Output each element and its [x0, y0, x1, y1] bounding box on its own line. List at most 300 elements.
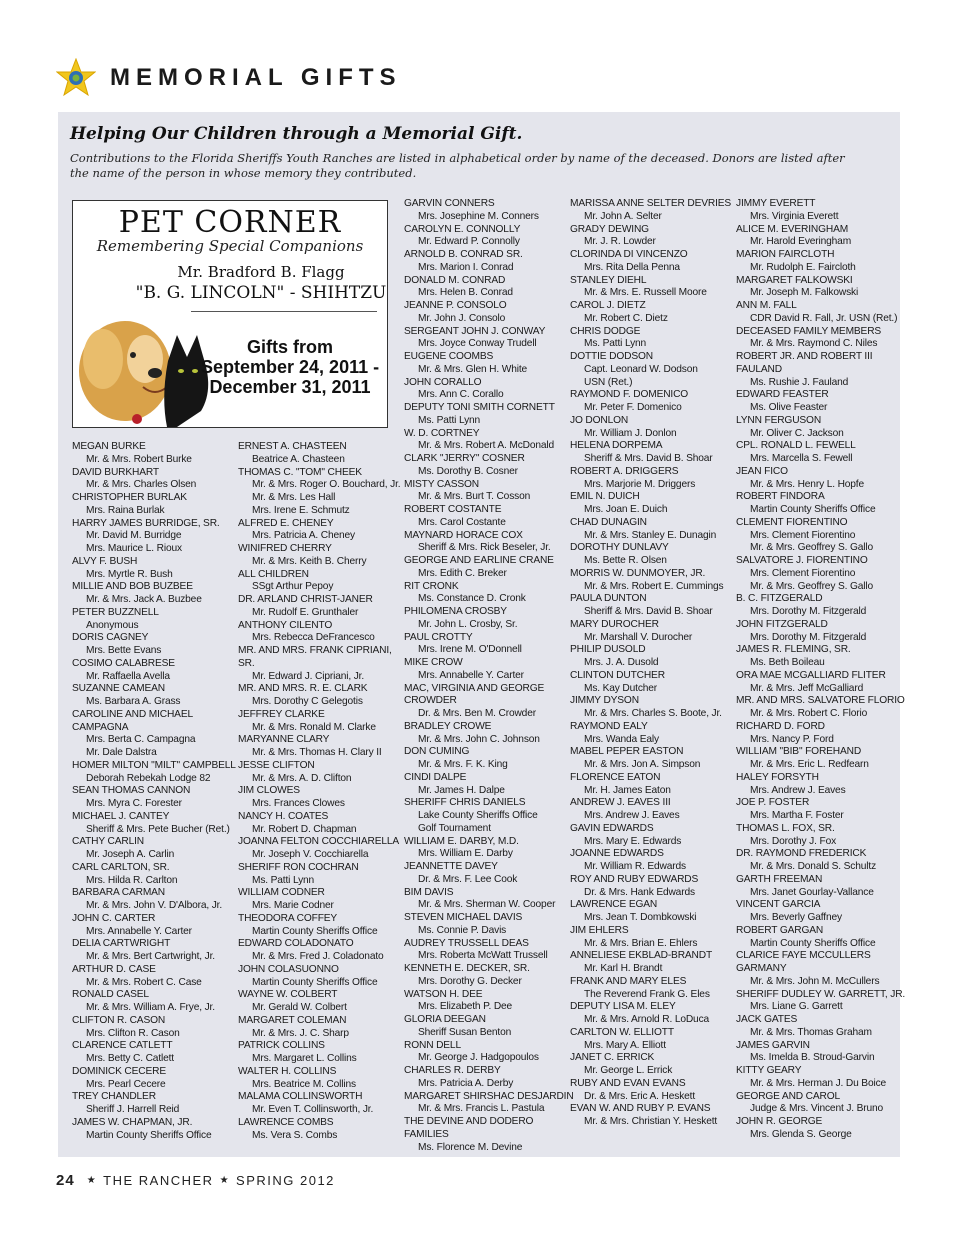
donor-line: Mr. Joseph M. Falkowski	[750, 287, 859, 299]
memorial-name: MIKE CROW	[404, 657, 463, 668]
donor-line: Dr. & Mrs. Eric A. Heskett	[584, 1090, 696, 1102]
donor-line: Ms. Patti Lynn	[252, 874, 315, 886]
memorial-name: ROBERT COSTANTE	[404, 504, 502, 515]
memorial-name: JAMES R. FLEMING, SR.	[736, 644, 851, 656]
donor-line: The Reverend Frank G. Eles	[584, 988, 710, 1000]
issue-label: SPRING 2012	[236, 1173, 335, 1188]
donor-line: Ms. Dorothy B. Cosner	[418, 465, 518, 477]
donor-line: Mr. William R. Edwards	[584, 861, 686, 872]
memorial-name: MARYANNE CLARY	[238, 734, 330, 746]
memorial-name: MISTY CASSON	[404, 478, 479, 490]
memorial-name: JOHN R. GEORGE	[736, 1116, 823, 1127]
donor-line: Mr. Even T. Collinsworth, Jr.	[252, 1104, 374, 1115]
memorial-name: SHERIFF DUDLEY W. GARRETT, JR.	[736, 988, 906, 1000]
memorial-name: JOHN FITZGERALD	[736, 618, 828, 630]
donor-line: Mrs. Myrtle R. Bush	[86, 568, 173, 580]
memorial-name: JEANNE P. CONSOLO	[404, 300, 507, 311]
memorial-name: JACK GATES	[736, 1014, 798, 1025]
donor-line: Mrs. Beatrice M. Collins	[252, 1078, 356, 1090]
memorial-name: FLORENCE EATON	[570, 771, 661, 783]
memorial-name: THE DEVINE AND DODERO	[404, 1116, 534, 1127]
star-separator-icon: ★	[219, 1175, 231, 1186]
donor-line: Mrs. Betty C. Catlett	[86, 1053, 174, 1064]
memorial-name: JEAN FICO	[736, 465, 788, 477]
donor-line: Mrs. Clifton R. Cason	[86, 1027, 180, 1039]
memorial-name: ALVY F. BUSH	[72, 555, 138, 567]
memorial-name: BRADLEY CROWE	[404, 720, 492, 732]
donor-line: Mrs. Marie Codner	[252, 900, 334, 911]
donor-line: Capt. Leonard W. Dodson	[584, 363, 698, 375]
memorial-name: GARMANY	[736, 963, 787, 974]
donor-line: Mrs. Myra C. Forester	[86, 798, 182, 809]
donor-line: Mrs. Beverly Gaffney	[750, 912, 842, 923]
donor-line: Mrs. Edith C. Breker	[418, 567, 507, 579]
memorial-name: CAROL J. DIETZ	[570, 300, 646, 311]
memorial-name: MARY DUROCHER	[570, 618, 659, 630]
memorial-name: MARION FAIRCLOTH	[736, 249, 835, 260]
memorial-name: JESSE CLIFTON	[238, 759, 315, 771]
memorial-column-2	[238, 441, 403, 1142]
donor-line: Mr. & Mrs. A. D. Clifton	[252, 772, 352, 784]
donor-line: Sheriff & Mrs. Rick Beseler, Jr.	[418, 542, 551, 554]
memorial-name: MAYNARD HORACE COX	[404, 529, 523, 541]
memorial-name: EUGENE COOMBS	[404, 351, 494, 362]
star-logo-icon	[56, 58, 96, 98]
memorial-name: DORIS CAGNEY	[72, 632, 149, 644]
gifts-line-2: September 24, 2011 -	[201, 357, 380, 377]
memorial-name: GAVIN EDWARDS	[570, 822, 654, 834]
memorial-name: CLARENCE CATLETT	[72, 1040, 173, 1052]
memorial-name: ROBERT JR. AND ROBERT III	[736, 351, 873, 362]
donor-line: Mrs. Mary A. Elliott	[584, 1039, 666, 1051]
donor-line: Mr. Gerald W. Colbert	[252, 1002, 347, 1013]
donor-line: Mr. George J. Hadgopoulos	[418, 1052, 539, 1064]
memorial-name: LYNN FERGUSON	[736, 414, 822, 426]
memorial-name: HELENA DORPEMA	[570, 440, 663, 452]
donor-line: Beatrice A. Chasteen	[252, 453, 345, 465]
donor-line: Mr. & Mrs. Sherman W. Cooper	[418, 899, 556, 911]
memorial-name: STEVEN MICHAEL DAVIS	[404, 912, 523, 923]
donor-line: Sheriff & Mrs. David B. Shoar	[584, 606, 713, 617]
donor-line: Mr. & Mrs. F. K. King	[418, 759, 508, 770]
memorial-name: RIT CRONK	[404, 580, 459, 592]
donor-line: Mr. James H. Dalpe	[418, 784, 505, 796]
memorial-name: LAWRENCE COMBS	[238, 1116, 334, 1128]
donor-line: Mrs. Elizabeth P. Dee	[418, 1001, 513, 1013]
donor-line: Mr. & Mrs. Les Hall	[252, 492, 336, 503]
memorial-name: JEFFREY CLARKE	[238, 708, 325, 720]
donor-line: Mr. & Mrs. J. C. Sharp	[252, 1027, 349, 1039]
memorial-name: DOTTIE DODSON	[570, 351, 653, 362]
memorial-column-1	[72, 441, 237, 1142]
donor-line: Mr. & Mrs. Robert C. Florio	[750, 708, 868, 719]
memorial-name: DR. ARLAND CHRIST-JANER	[238, 594, 373, 605]
donor-line: Mrs. Berta C. Campagna	[86, 734, 196, 746]
memorial-name: CLARICE FAYE MCCULLERS	[736, 950, 871, 962]
memorial-column-5	[736, 198, 906, 1142]
memorial-name: JO DONLON	[570, 414, 629, 426]
donor-line: Mr. Rudolf E. Grunthaler	[252, 606, 359, 618]
memorial-name: MARGARET SHIRSHAC DESJARDIN	[404, 1090, 574, 1102]
memorial-name: JAMES GARVIN	[736, 1039, 810, 1051]
memorial-name: JOHN COLASUONNO	[238, 963, 339, 975]
donor-line: Mrs. Joyce Conway Trudell	[418, 338, 537, 350]
donor-line: Mr. & Mrs. Jon A. Simpson	[584, 759, 701, 770]
memorial-name: DEPUTY TONI SMITH CORNETT	[404, 402, 555, 413]
donor-line: Mr. & Mrs. Robert E. Cummings	[584, 580, 724, 592]
donor-line: Mr. Joseph A. Carlin	[86, 849, 175, 860]
memorial-name: WILLIAM E. DARBY, M.D.	[404, 835, 519, 847]
memorial-name: DAVID BURKHART	[72, 466, 159, 478]
donor-line: Mr. & Mrs. Geoffrey S. Gallo	[750, 580, 873, 592]
memorial-name: MARISSA ANNE SELTER DEVRIES	[570, 198, 732, 209]
donor-line: Mrs. Maurice L. Rioux	[86, 543, 182, 554]
memorial-name: JANET C. ERRICK	[570, 1052, 655, 1064]
donor-line: Mrs. Ann C. Corallo	[418, 389, 504, 401]
donor-line: Dr. & Mrs. Ben M. Crowder	[418, 708, 536, 719]
donor-line: Sheriff J. Harrell Reid	[86, 1104, 180, 1115]
memorial-name: CHARLES R. DERBY	[404, 1065, 501, 1076]
donor-line: Mrs. Glenda S. George	[750, 1128, 852, 1140]
donor-line: Lake County Sheriffs Office	[418, 810, 538, 821]
donor-line: Mrs. Clement Fiorentino	[750, 567, 856, 579]
memorial-name: MR. AND MRS. SALVATORE FLORIO	[736, 695, 905, 707]
memorial-name: SALVATORE J. FIORENTINO	[736, 555, 868, 566]
memorial-name: MABEL PEPER EASTON	[570, 746, 684, 758]
memorial-name: PETER BUZZNELL	[72, 606, 159, 618]
memorial-name: BARBARA CARMAN	[72, 887, 166, 899]
donor-line: Mr. & Mrs. Robert Burke	[86, 453, 192, 465]
memorial-name: GEORGE AND EARLINE CRANE	[404, 555, 554, 566]
memorial-name: RONALD CASEL	[72, 989, 149, 1001]
divider	[191, 311, 377, 312]
donor-line: Mr. & Mrs. Bert Cartwright, Jr.	[86, 951, 215, 962]
donor-line: Mr. William J. Donlon	[584, 427, 677, 439]
memorial-name: GARTH FREEMAN	[736, 873, 823, 885]
memorial-column-3	[404, 198, 574, 1154]
donor-line: Ms. Olive Feaster	[750, 402, 828, 413]
donor-line: Mr. Marshall V. Durocher	[584, 631, 693, 643]
donor-line: Mrs. Dorothy J. Fox	[750, 835, 837, 847]
memorial-name: CLORINDA DI VINCENZO	[570, 249, 688, 260]
memorial-name: GLORIA DEEGAN	[404, 1014, 486, 1025]
donor-line: Mrs. Rita Della Penna	[584, 261, 680, 273]
memorial-name: RAYMOND F. DOMENICO	[570, 389, 689, 401]
donor-line: Ms. Bette R. Olsen	[584, 555, 667, 566]
donor-line: Mr. & Mrs. Fred J. Coladonato	[252, 951, 384, 962]
memorial-name: LAWRENCE EGAN	[570, 899, 658, 911]
memorial-name: DOMINICK CECERE	[72, 1065, 166, 1077]
donor-line: Mrs. Liane G. Garrett	[750, 1001, 843, 1013]
donor-line: Dr. & Mrs. Hank Edwards	[584, 886, 695, 898]
donor-line: Mr. John J. Consolo	[418, 312, 506, 324]
memorial-name: MALAMA COLLINSWORTH	[238, 1091, 363, 1103]
memorial-name: CHRIS DODGE	[570, 325, 641, 337]
donor-line: Mrs. William E. Darby	[418, 848, 513, 860]
memorial-name: STANLEY DIEHL	[570, 274, 647, 286]
memorial-name: CLIFTON R. CASON	[72, 1014, 166, 1026]
intro-text: Contributions to the Florida Sheriffs Youth Ranches are listed in alphabetical order by name of the deceased. Donors are listed after the name of the person in whose memory they contributed.	[70, 151, 845, 180]
donor-line: Mr. & Mrs. Thomas H. Clary II	[252, 747, 382, 758]
memorial-name: SUZANNE CAMEAN	[72, 683, 165, 695]
memorial-name: ANNELIESE EKBLAD-BRANDT	[570, 950, 713, 962]
donor-line: Mrs. Margaret L. Collins	[252, 1053, 357, 1064]
donor-line: Mrs. Marion I. Conrad	[418, 261, 514, 273]
donor-line: Mrs. Frances Clowes	[252, 798, 345, 809]
star-separator-icon: ★	[86, 1175, 98, 1186]
donor-line: Mr. & Mrs. Henry L. Hopfe	[750, 478, 865, 490]
donor-line: Mr. & Mrs. Charles Olsen	[86, 479, 197, 491]
donor-line: Mrs. Wanda Ealy	[584, 733, 659, 745]
donor-line: Ms. Imelda B. Stroud-Garvin	[750, 1052, 875, 1064]
donor-line: Mr. & Mrs. John M. McCullers	[750, 975, 880, 987]
memorial-name: COSIMO CALABRESE	[72, 657, 175, 669]
memorial-name: KENNETH E. DECKER, SR.	[404, 963, 530, 974]
memorial-name: DELIA CARTWRIGHT	[72, 938, 171, 950]
memorial-name: JOANNA FELTON COCCHIARELLA	[238, 836, 400, 848]
memorial-name: CLINTON DUTCHER	[570, 669, 665, 681]
donor-line: Mrs. Dorothy G. Decker	[418, 975, 522, 987]
memorial-name: DECEASED FAMILY MEMBERS	[736, 325, 882, 337]
memorial-name: RAYMOND EALY	[570, 720, 648, 732]
donor-line: Mr. David M. Burridge	[86, 530, 182, 542]
memorial-name: WATSON H. DEE	[404, 988, 483, 1000]
memorial-name: RICHARD D. FORD	[736, 720, 825, 732]
donor-line: Mr. & Mrs. Eric L. Redfearn	[750, 759, 869, 770]
donor-line: Mrs. Dorothy C Gelegotis	[252, 696, 363, 707]
memorial-name: JIM CLOWES	[238, 785, 300, 797]
donor-line: Sheriff & Mrs. Pete Bucher (Ret.)	[86, 823, 230, 835]
donor-line: Judge & Mrs. Vincent J. Bruno	[750, 1103, 884, 1115]
donor-line: Mr. Harold Everingham	[750, 236, 852, 248]
memorial-name: CARLTON W. ELLIOTT	[570, 1026, 674, 1038]
memorial-name: AUDREY TRUSSELL DEAS	[404, 937, 529, 949]
memorial-name: CLEMENT FIORENTINO	[736, 516, 848, 528]
memorial-name: JIM EHLERS	[570, 924, 629, 936]
donor-line: Anonymous	[86, 619, 139, 631]
donor-line: Mrs. Rebecca DeFrancesco	[252, 632, 375, 644]
donor-line: Mrs. Patricia A. Cheney	[252, 530, 355, 542]
donor-line: Ms. Beth Boileau	[750, 657, 825, 668]
memorial-name: HOMER MILTON "MILT" CAMPBELL	[72, 759, 236, 771]
donor-line: Mr. Joseph V. Cocchiarella	[252, 849, 369, 860]
memorial-name: CLARK "JERRY" COSNER	[404, 453, 525, 464]
donor-line: Mr. & Mrs. Raymond C. Niles	[750, 338, 878, 350]
memorial-name: JOE P. FOSTER	[736, 797, 810, 809]
donor-line: Mr. & Mrs. E. Russell Moore	[584, 287, 707, 299]
memorial-name: JOHN CORALLO	[404, 376, 482, 388]
donor-line: Dr. & Mrs. F. Lee Cook	[418, 873, 518, 885]
memorial-name: CAROLINE AND MICHAEL	[72, 708, 193, 720]
donor-line: CDR David R. Fall, Jr. USN (Ret.)	[750, 312, 898, 324]
memorial-name: SR.	[238, 657, 255, 669]
donor-line: Mrs. Clement Fiorentino	[750, 529, 856, 541]
donor-line: Mr. & Mrs. Roger O. Bouchard, Jr.	[252, 479, 401, 491]
donor-line: Mrs. Josephine M. Conners	[418, 210, 539, 222]
donor-line: Mrs. Mary E. Edwards	[584, 835, 682, 847]
donor-line: Mr. & Mrs. Robert C. Case	[86, 976, 202, 988]
memorial-name: GRADY DEWING	[570, 223, 649, 235]
donor-line: Sheriff & Mrs. David B. Shoar	[584, 453, 713, 464]
memorial-name: THOMAS C. "TOM" CHEEK	[238, 466, 362, 478]
donor-line: Sheriff Susan Benton	[418, 1026, 512, 1038]
donor-line: Martin County Sheriffs Office	[252, 925, 378, 937]
memorial-name: ALFRED E. CHENEY	[238, 517, 334, 529]
donor-line: USN (Ret.)	[584, 376, 633, 388]
donor-line: Mr. & Mrs. Jeff McGalliard	[750, 682, 864, 694]
donor-line: Mrs. Martha F. Foster	[750, 810, 844, 821]
memorial-name: EDWARD COLADONATO	[238, 938, 354, 950]
memorial-name: WALTER H. COLLINS	[238, 1065, 337, 1077]
memorial-name: ANDREW J. EAVES III	[570, 797, 671, 809]
memorial-name: HALEY FORSYTH	[736, 771, 819, 783]
donor-line: Ms. Barbara A. Grass	[86, 696, 181, 707]
donor-line: Mrs. Janet Gourlay-Vallance	[750, 886, 874, 898]
memorial-name: WILLIAM "BIB" FOREHAND	[736, 746, 862, 758]
donor-line: Ms. Vera S. Combs	[252, 1129, 338, 1141]
memorial-name: MARGARET COLEMAN	[238, 1014, 347, 1026]
memorial-name: ORA MAE MCGALLIARD FLITER	[736, 669, 886, 681]
memorial-name: ANN M. FALL	[736, 300, 797, 311]
memorial-name: DR. RAYMOND FREDERICK	[736, 848, 867, 860]
memorial-name: FAMILIES	[404, 1128, 449, 1140]
donor-line: Mr. & Mrs. John C. Johnson	[418, 733, 540, 745]
pet-corner-pet-name: "B. G. LINCOLN" - SHIHTZU	[135, 283, 387, 303]
donor-line: Mr. J. R. Lowder	[584, 236, 656, 248]
memorial-name: NANCY H. COATES	[238, 810, 329, 822]
memorial-name: EMIL N. DUICH	[570, 491, 640, 503]
gifts-line-1: Gifts from	[246, 337, 333, 357]
memorial-name: TREY CHANDLER	[72, 1091, 156, 1103]
donor-line: Mrs. Hilda R. Carlton	[86, 874, 178, 886]
donor-line: Mrs. Carol Costante	[418, 516, 506, 528]
donor-line: Mr. John L. Crosby, Sr.	[418, 618, 518, 630]
memorial-name: SHERIFF RON COCHRAN	[238, 861, 359, 873]
memorial-name: KITTY GEARY	[736, 1065, 802, 1076]
memorial-name: ARTHUR D. CASE	[72, 963, 156, 975]
memorial-name: THEODORA COFFEY	[238, 912, 338, 924]
memorial-name: SEAN THOMAS CANNON	[72, 785, 191, 797]
donor-line: Mr. Dale Dalstra	[86, 747, 157, 758]
memorial-name: WAYNE W. COLBERT	[238, 989, 338, 1001]
memorial-name: EDWARD FEASTER	[736, 389, 829, 401]
memorial-name: VINCENT GARCIA	[736, 899, 821, 911]
memorial-name: THOMAS L. FOX, SR.	[736, 822, 835, 834]
donor-line: Mrs. Dorothy M. Fitzgerald	[750, 631, 867, 643]
donor-line: Mrs. Irene E. Schmutz	[252, 504, 350, 516]
donor-line: Mr. & Mrs. Herman J. Du Boice	[750, 1077, 887, 1089]
donor-line: Mrs. Jean T. Dombkowski	[584, 912, 697, 923]
memorial-name: PAULA DUNTON	[570, 593, 647, 605]
memorial-name: CAROLYN E. CONNOLLY	[404, 223, 521, 235]
memorial-name: ROBERT A. DRIGGERS	[570, 465, 679, 477]
donor-line: Mrs. Roberta McWatt Trussell	[418, 950, 548, 962]
donor-line: Mrs. Dorothy M. Fitzgerald	[750, 606, 867, 617]
donor-line: Mr. H. James Eaton	[584, 784, 671, 796]
donor-line: Mrs. Andrew J. Eaves	[750, 784, 846, 796]
donor-line: Mrs. Marcella S. Fewell	[750, 453, 853, 464]
donor-line: Mrs. Patricia A. Derby	[418, 1077, 514, 1089]
donor-line: Golf Tournament	[418, 822, 491, 834]
memorial-name: JIMMY EVERETT	[736, 198, 816, 209]
memorial-name: MARGARET FALKOWSKI	[736, 274, 853, 286]
donor-line: Mrs. Marjorie M. Driggers	[584, 478, 696, 490]
donor-line: Mr. Peter F. Domenico	[584, 402, 682, 413]
memorial-name: PAUL CROTTY	[404, 631, 473, 643]
memorial-name: MAC, VIRGINIA AND GEORGE	[404, 682, 545, 694]
memorial-name: JIMMY DYSON	[570, 695, 639, 707]
memorial-name: PHILIP DUSOLD	[570, 644, 646, 656]
donor-line: Mr. & Mrs. Geoffrey S. Gallo	[750, 542, 873, 554]
memorial-name: CATHY CARLIN	[72, 836, 144, 848]
donor-line: SSgt Arthur Pepoy	[252, 581, 334, 593]
memorial-name: CARL CARLTON, SR.	[72, 861, 170, 873]
donor-line: Martin County Sheriffs Office	[750, 937, 876, 949]
memorial-column-4	[570, 198, 735, 1129]
memorial-name: DOROTHY DUNLAVY	[570, 542, 669, 554]
memorial-name: CHAD DUNAGIN	[570, 516, 647, 528]
memorial-name: DEPUTY LISA M. ELEY	[570, 1001, 676, 1013]
donor-line: Martin County Sheriffs Office	[86, 1129, 212, 1141]
memorial-name: MICHAEL J. CANTEY	[72, 810, 170, 822]
donor-line: Mrs. Joan E. Duich	[584, 504, 668, 515]
donor-line: Mrs. Nancy P. Ford	[750, 733, 834, 745]
donor-line: Mr. George L. Errick	[584, 1065, 673, 1076]
donor-line: Mrs. Virginia Everett	[750, 210, 839, 222]
pet-corner-subtitle: Remembering Special Companions	[96, 237, 364, 255]
memorial-name: RONN DELL	[404, 1039, 461, 1051]
dog-and-cat-illustration	[73, 301, 213, 427]
donor-line: Mr. & Mrs. Arnold R. LoDuca	[584, 1014, 710, 1025]
memorial-name: CROWDER	[404, 695, 457, 707]
donor-line: Ms. Patti Lynn	[418, 414, 481, 426]
donor-line: Ms. Kay Dutcher	[584, 682, 658, 694]
page-section-title: MEMORIAL GIFTS	[110, 64, 402, 91]
gifts-line-3: December 31, 2011	[209, 377, 371, 397]
donor-line: Mr. & Mrs. Stanley E. Dunagin	[584, 529, 717, 541]
donor-line: Mrs. Helen B. Conrad	[418, 287, 513, 299]
memorial-name: SHERIFF CHRIS DANIELS	[404, 797, 526, 809]
donor-line: Mr. & Mrs. Robert A. McDonald	[418, 440, 555, 452]
memorial-name: ANTHONY CILENTO	[238, 619, 333, 631]
donor-line: Mr. Karl H. Brandt	[584, 963, 663, 974]
donor-line: Mr. Edward P. Connolly	[418, 236, 520, 248]
memorial-name: WILLIAM CODNER	[238, 887, 325, 899]
memorial-name: JAMES W. CHAPMAN, JR.	[72, 1116, 193, 1128]
memorial-name: GARVIN CONNERS	[404, 198, 495, 209]
memorial-name: ERNEST A. CHASTEEN	[238, 441, 347, 452]
donor-line: Ms. Connie P. Davis	[418, 924, 507, 936]
donor-line: Mrs. Annabelle Y. Carter	[86, 925, 192, 937]
donor-line: Mr. & Mrs. Francis L. Pastula	[418, 1103, 545, 1115]
memorial-name: ROY AND RUBY EDWARDS	[570, 873, 699, 885]
donor-line: Mr. & Mrs. John V. D'Albora, Jr.	[86, 900, 223, 911]
donor-line: Mrs. Bette Evans	[86, 645, 162, 656]
page-footer	[56, 1172, 335, 1189]
donor-line: Mr. & Mrs. Burt T. Cosson	[418, 491, 531, 503]
donor-line: Ms. Patti Lynn	[584, 338, 647, 350]
memorial-name: PHILOMENA CROSBY	[404, 606, 507, 617]
memorial-name: JOANNE EDWARDS	[570, 848, 664, 860]
donor-line: Mrs. Irene M. O'Donnell	[418, 644, 522, 656]
memorial-name: W. D. CORTNEY	[404, 427, 480, 439]
memorial-name: DON CUMING	[404, 746, 470, 758]
memorial-name: GEORGE AND CAROL	[736, 1090, 841, 1102]
donor-line: Martin County Sheriffs Office	[252, 976, 378, 988]
donor-line: Mr. & Mrs. Glen H. White	[418, 363, 528, 375]
pet-corner-box	[72, 200, 388, 428]
memorial-name: MORRIS W. DUNMOYER, JR.	[570, 567, 706, 579]
